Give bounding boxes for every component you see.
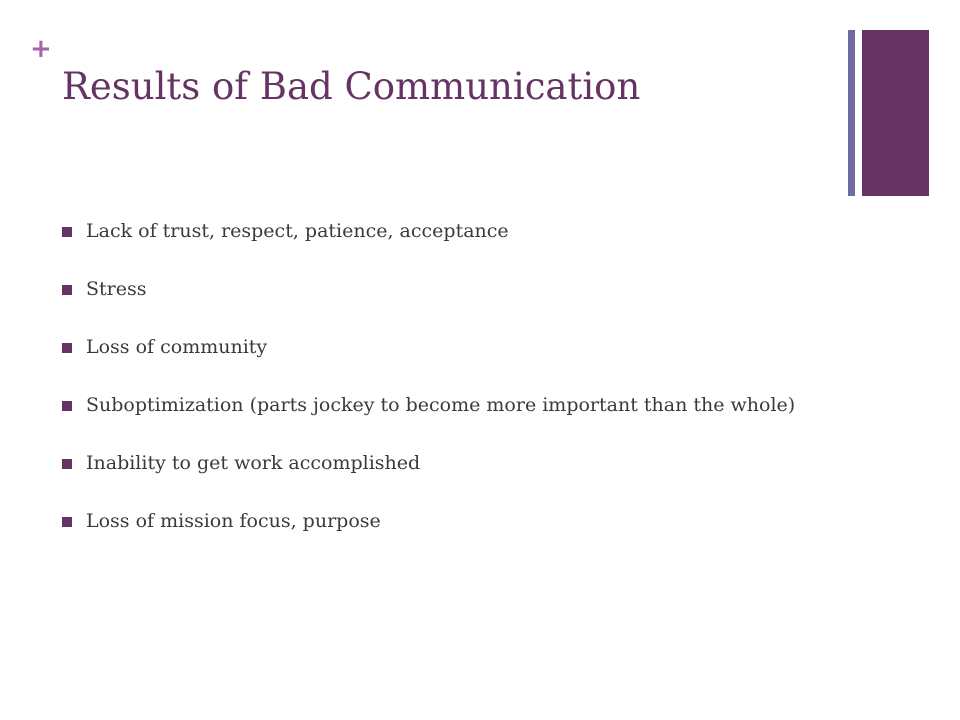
bullet-text: Stress	[86, 278, 147, 300]
bullet-item	[62, 506, 802, 536]
slide-title: Results of Bad Communication	[62, 65, 641, 108]
bullet-text: Loss of mission focus, purpose	[86, 510, 381, 532]
square-bullet-icon	[62, 343, 72, 353]
square-bullet-icon	[62, 517, 72, 527]
bullet-text: Loss of community	[86, 336, 268, 358]
bullet-item	[62, 332, 802, 362]
bullet-item	[62, 274, 802, 304]
bullet-text: Lack of trust, respect, patience, acceptance	[86, 220, 509, 242]
square-bullet-icon	[62, 285, 72, 295]
square-bullet-icon	[62, 227, 72, 237]
accent-bar-thin	[848, 30, 855, 196]
accent-bar-wide	[862, 30, 929, 196]
bullet-text: Suboptimization (parts jockey to become more important than the whole)	[86, 394, 796, 416]
bullet-item	[62, 216, 802, 246]
square-bullet-icon	[62, 459, 72, 469]
plus-icon: +	[30, 34, 52, 64]
bullet-text: Inability to get work accomplished	[86, 452, 421, 474]
square-bullet-icon	[62, 401, 72, 411]
bullet-item	[62, 448, 802, 478]
bullet-item	[62, 390, 802, 420]
bullet-list	[62, 216, 802, 564]
